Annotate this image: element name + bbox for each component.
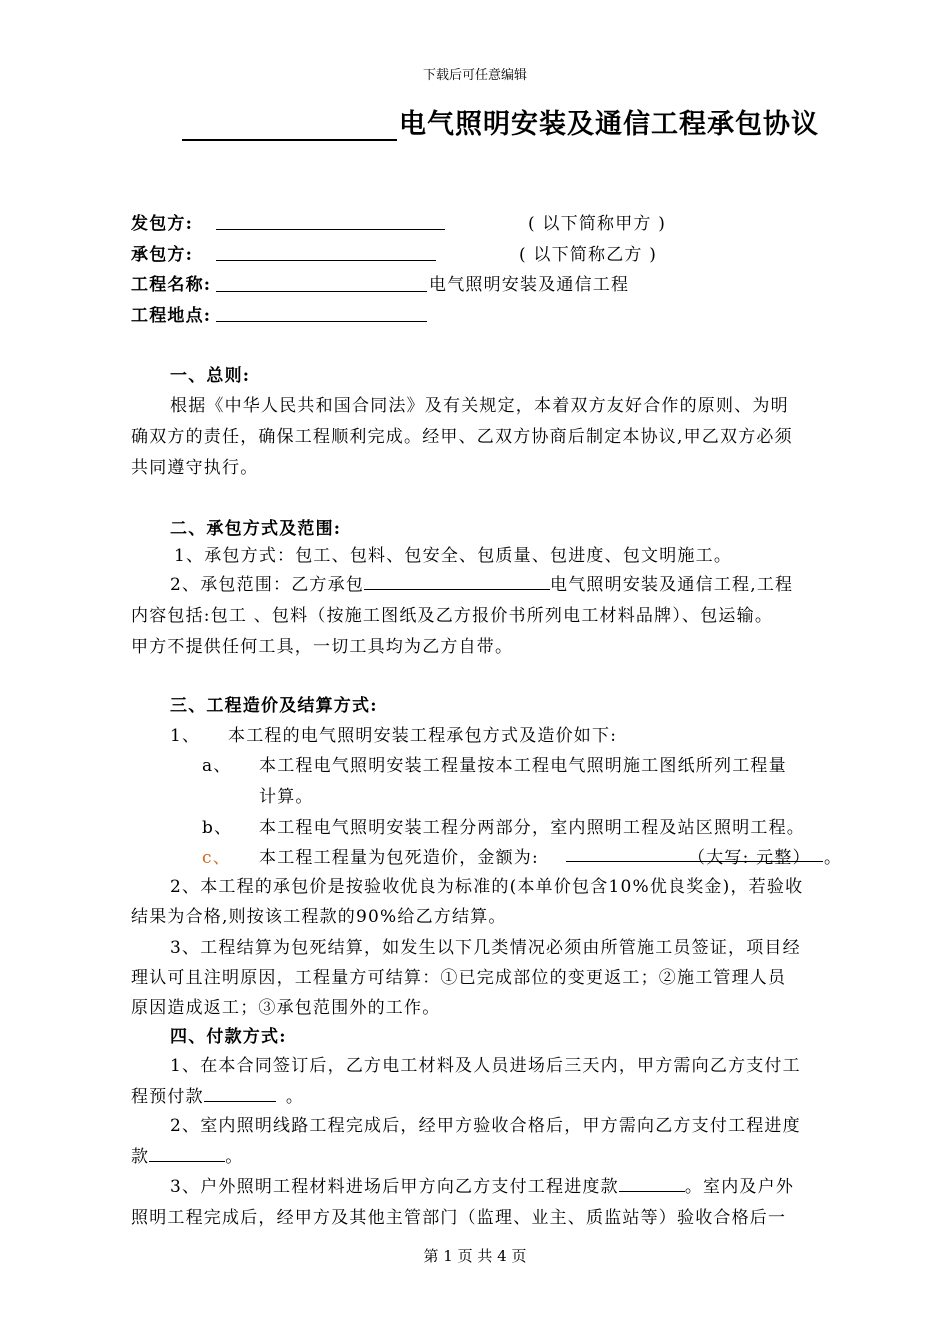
sub-item-a-mark: a、 — [202, 756, 232, 776]
employer-blank — [216, 229, 445, 230]
section-4-item-3: 照明工程完成后，经甲方及其他主管部门（监理、业主、质监站等）验收合格后一 — [131, 1208, 787, 1228]
item-3-text-b: 。室内及户外 — [684, 1177, 795, 1197]
section-2-heading: 二、承包方式及范围: — [170, 519, 342, 539]
contractor-label: 承包方: — [131, 245, 194, 265]
sub-item-c-text: 本工程工程量为包死造价，金额为: — [259, 848, 539, 868]
progress-payment-label: 款 — [131, 1147, 150, 1167]
section-4-item-2: 2、室内照明线路工程完成后，经甲方验收合格后，甲方需向乙方支付工程进度 — [170, 1116, 801, 1136]
item-2-suffix: 电气照明安装及通信工程,工程 — [550, 575, 794, 595]
project-location-blank — [216, 321, 427, 322]
sub-item-c-mark: c、 — [202, 848, 231, 868]
sub-item-a-text: 计算。 — [259, 787, 314, 807]
sub-item-b-mark: b、 — [202, 818, 233, 838]
prepayment-blank — [204, 1084, 276, 1102]
header-note: 下载后可任意编辑 — [422, 68, 527, 83]
section-4-item-1 — [131, 1082, 304, 1107]
section-4-item-3 — [170, 1172, 794, 1197]
section-3-item-1-text: 本工程的电气照明安装工程承包方式及造价如下: — [228, 726, 618, 746]
section-4-item-1: 1、在本合同签订后，乙方电工材料及人员进场后三天内，甲方需向乙方支付工 — [170, 1056, 801, 1076]
project-name-label: 工程名称: — [131, 275, 212, 295]
section-4-heading: 四、付款方式: — [170, 1027, 287, 1047]
section-2-item-2 — [170, 570, 793, 595]
item-3-text-a: 3、户外照明工程材料进场后甲方向乙方支付工程进度款 — [170, 1177, 619, 1197]
project-name-value: 电气照明安装及通信工程 — [429, 275, 630, 295]
item-2-prefix: 2、承包范围：乙方承包 — [170, 575, 365, 595]
contractor-note: ( 以下简称乙方 ) — [519, 245, 658, 265]
progress-payment-end: 。 — [225, 1147, 244, 1167]
sub-item-b-text: 本工程电气照明安装工程分两部分，室内照明工程及站区照明工程。 — [259, 818, 805, 838]
scope-blank — [364, 572, 550, 590]
section-3-item-1-number: 1、 — [170, 726, 201, 746]
project-name-blank — [216, 291, 427, 292]
title-text: 电气照明安装及通信工程承包协议 — [399, 109, 819, 140]
section-4-item-2 — [131, 1142, 243, 1167]
project-location-label: 工程地点: — [131, 306, 212, 326]
progress-payment-2-blank — [619, 1174, 685, 1192]
section-3-item-3: 理认可且注明原因，工程量方可结算：①已完成部位的变更返工；②施工管理人员 — [131, 968, 787, 988]
title-blank-line — [182, 113, 397, 141]
sub-item-c-end: 。 — [824, 848, 843, 868]
sub-item-a-text: 本工程电气照明安装工程量按本工程电气照明施工图纸所列工程量 — [259, 756, 787, 776]
prepayment-label: 程预付款 — [131, 1087, 204, 1107]
progress-payment-blank — [149, 1144, 225, 1162]
section-2-text: 甲方不提供任何工具，一切工具均为乙方自带。 — [131, 637, 514, 657]
amount-in-words: （大写: 元整） — [688, 848, 811, 868]
prepayment-end: 。 — [285, 1087, 305, 1107]
section-2-item-1: 1、承包方式：包工、包料、包安全、包质量、包进度、包文明施工。 — [174, 546, 733, 566]
section-3-item-3: 3、工程结算为包死结算，如发生以下几类情况必须由所管施工员签证，项目经 — [170, 938, 801, 958]
section-1-text: 根据《中华人民共和国合同法》及有关规定，本着双方友好合作的原则、为明 — [170, 396, 789, 416]
contractor-blank — [216, 260, 436, 261]
section-1-text: 共同遵守执行。 — [131, 458, 259, 478]
section-1-text: 确双方的责任，确保工程顺利完成。经甲、乙双方协商后制定本协议,甲乙双方必须 — [131, 427, 793, 447]
document-title — [182, 102, 819, 141]
employer-note: ( 以下简称甲方 ) — [528, 214, 667, 234]
section-3-heading: 三、工程造价及结算方式: — [170, 696, 378, 716]
section-3-item-2: 2、本工程的承包价是按验收优良为标准的(本单价包含10%优良奖金)，若验收 — [170, 877, 804, 897]
section-1-heading: 一、总则: — [170, 366, 251, 386]
section-3-item-3: 原因造成返工；③承包范围外的工作。 — [131, 998, 441, 1018]
section-2-text: 内容包括:包工 、包料（按施工图纸及乙方报价书所列电工材料品牌）、包运输。 — [131, 606, 774, 626]
section-3-item-2: 结果为合格,则按该工程款的90%给乙方结算。 — [131, 907, 507, 927]
page-footer: 第 1 页 共 4 页 — [423, 1247, 527, 1265]
employer-label: 发包方: — [131, 214, 194, 234]
